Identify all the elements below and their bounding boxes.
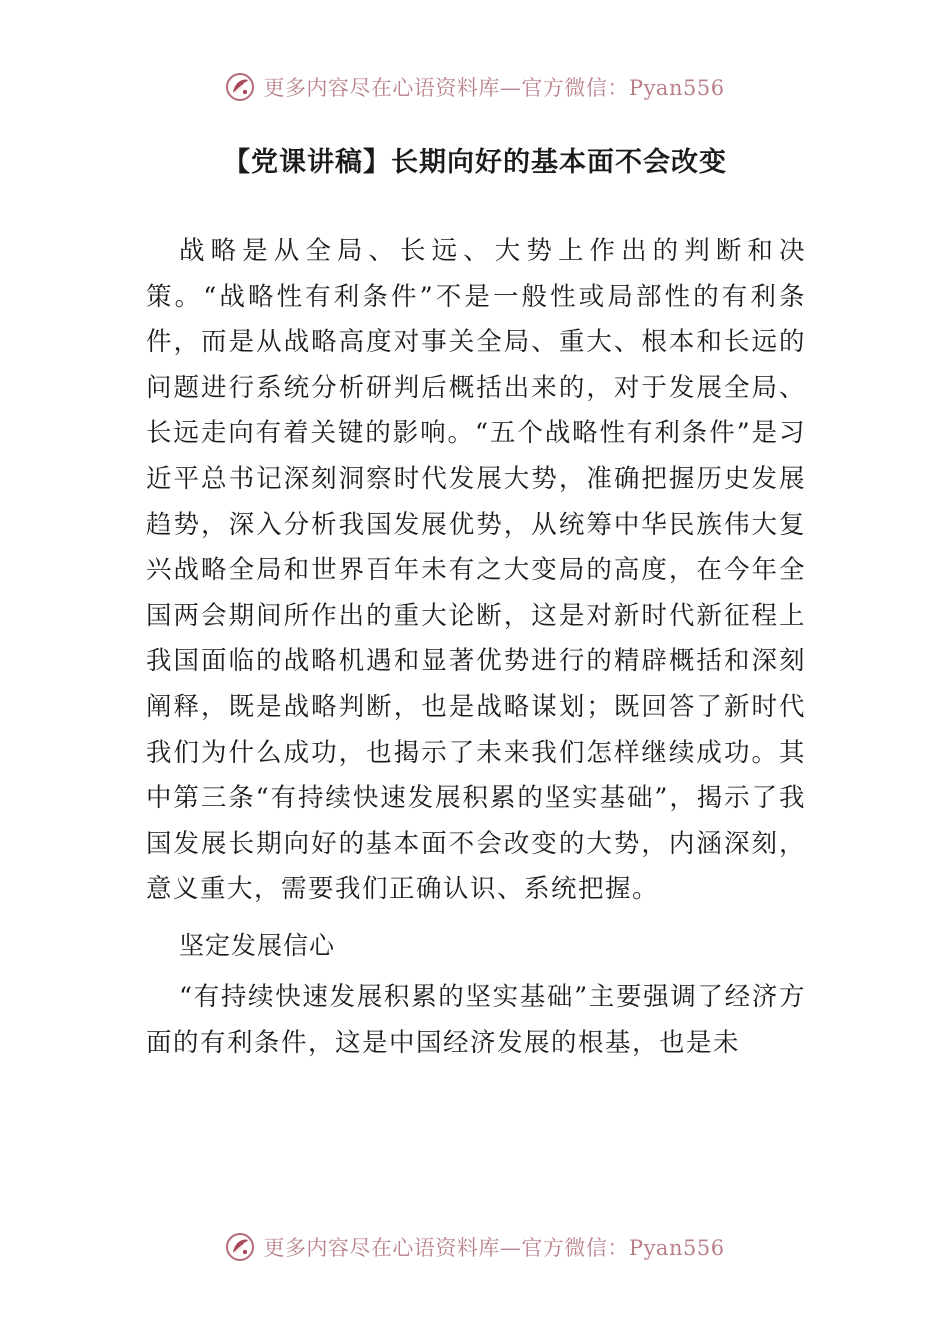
- paragraph-1: 战略是从全局、长远、大势上作出的判断和决策。“战略性有利条件”不是一般性或局部性的有利条件，而是从战略高度对事关全局、重大、根本和长远的问题进行系统分析研判后概括出来的，对于发展全局、长远走向有着关键的影响。“五个战略性有利条件”是习近平总书记深刻洞察时代发展大势，准确把握历史发展趋势，深入分析我国发展优势，从统筹中华民族伟大复兴战略全局和世界百年未有之大变局的高度，在今年全国两会期间所作出的重大论断，这是对新时代新征程上我国面临的战略机遇和显著优势进行的精辟概括和深刻阐释，既是战略判断，也是战略谋划；既回答了新时代我们为什么成功，也揭示了未来我们怎样继续成功。其中第三条“有持续快速发展积累的坚实基础”，揭示了我国发展长期向好的基本面不会改变的大势，内涵深刻，意义重大，需要我们正确认识、系统把握。: [146, 236, 806, 905]
- watermark-text: 更多内容尽在心语资料库—官方微信：Pyan556: [263, 1236, 725, 1260]
- section-heading: 坚定发展信心: [179, 930, 336, 960]
- document-title: 【党课讲稿】长期向好的基本面不会改变: [223, 147, 727, 178]
- watermark-header: [0, 72, 950, 102]
- watermark-text: 更多内容尽在心语资料库—官方微信：Pyan556: [263, 76, 725, 100]
- document-body: [146, 229, 806, 1066]
- leaf-logo-icon: [225, 72, 255, 102]
- leaf-logo-icon: [225, 1232, 255, 1262]
- watermark-footer: [0, 1232, 950, 1262]
- paragraph-2: “有持续快速发展积累的坚实基础”主要强调了经济方面的有利条件，这是中国经济发展的根基，也是未: [146, 981, 806, 1058]
